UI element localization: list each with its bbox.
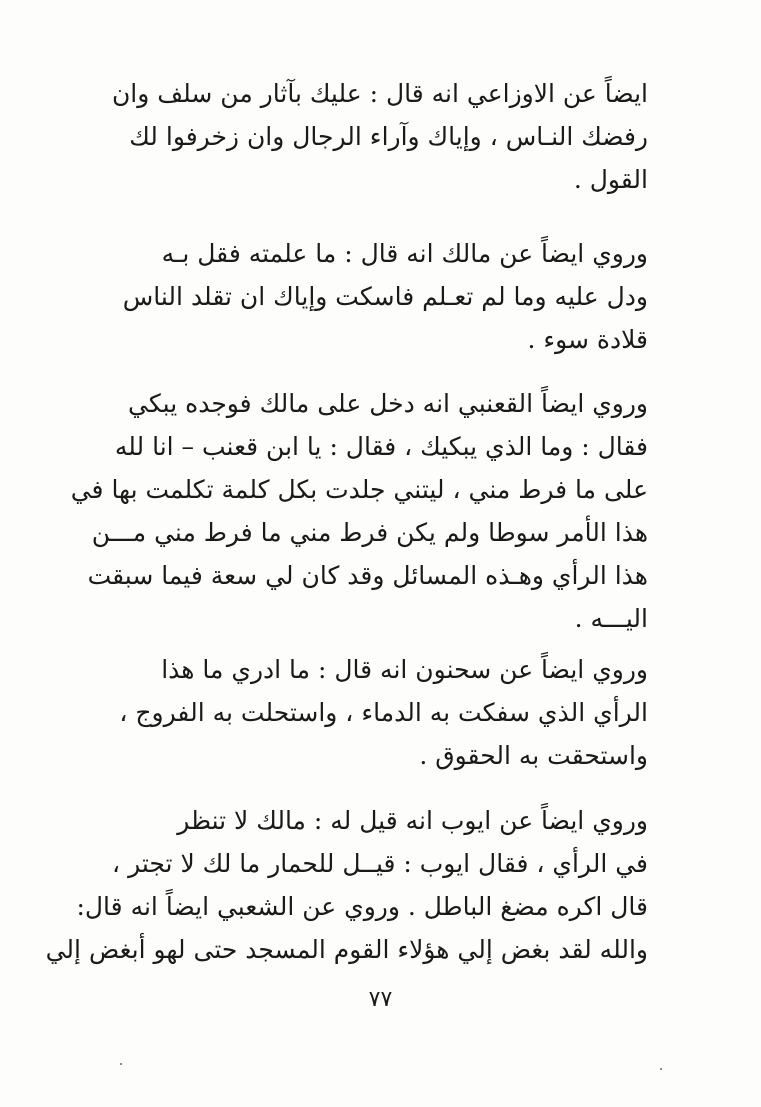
text-line: القول . <box>573 165 648 194</box>
paragraph-malik <box>108 232 648 361</box>
text-line: هذا الأمر سوطا ولم يكن فرط مني ما فرط مني مـــن <box>91 518 648 547</box>
paragraph-ayyub <box>45 799 648 971</box>
paragraph-awzai <box>108 72 648 201</box>
text-line: اليـــه . <box>574 604 648 633</box>
text-line: وروي ايضاً عن ايوب انه قيل له : مالك لا تنظر <box>177 806 648 835</box>
page-number: ٧٧ <box>368 987 393 1012</box>
text-line: في الرأي ، فقال ايوب : قيــل للحمار ما لك لا تجتر ، <box>112 849 648 878</box>
text-line: وروي ايضاً القعنبي انه دخل على مالك فوجده يبكي <box>128 389 648 418</box>
paragraph-qanabi <box>70 382 648 640</box>
text-line: وروي ايضاً عن سحنون انه قال : ما ادري ما هذا <box>161 655 648 684</box>
text-line: قال اكره مضغ الباطل . وروي عن الشعبي ايضاً انه قال: <box>76 892 648 921</box>
text-line: واستحقت به الحقوق . <box>419 741 648 770</box>
scan-speck <box>660 1068 662 1070</box>
text-line: وروي ايضاً عن مالك انه قال : ما علمته فقل بـه <box>161 239 648 268</box>
text-line: والله لقد بغض إلي هؤلاء القوم المسجد حتى لهو أبغض إلي <box>45 935 648 964</box>
text-line: هذا الرأي وهـذه المسائل وقد كان لي سعة فيما سبقت <box>87 561 648 590</box>
paragraph-sahnun <box>108 648 648 777</box>
text-line: ايضاً عن الاوزاعي انه قال : عليك بآثار من سلف وان <box>111 79 648 108</box>
text-line: رفضك النـاس ، وإياك وآراء الرجال وان زخرفوا لك <box>129 122 648 151</box>
text-line: قلادة سوء . <box>527 325 648 354</box>
text-line: فقال : وما الذي يبكيك ، فقال : يا ابن قعنب – انا لله <box>114 432 648 461</box>
text-line: على ما فرط مني ، ليتني جلدت بكل كلمة تكلمت بها في <box>70 475 648 504</box>
text-line: ودل عليه وما لم تعـلم فاسكت وإياك ان تقلد الناس <box>122 282 648 311</box>
scan-speck <box>120 1063 122 1065</box>
text-line: الرأي الذي سفكت به الدماء ، واستحلت به الفروج ، <box>119 698 648 727</box>
